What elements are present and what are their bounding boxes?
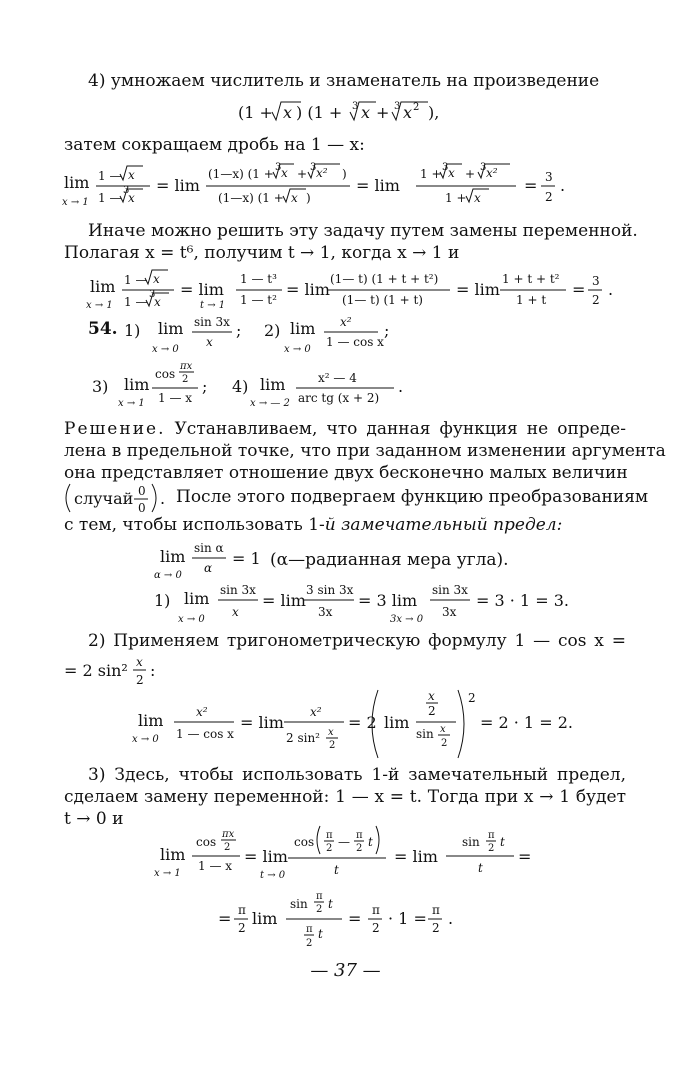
svg-text:0: 0 — [138, 501, 146, 515]
equation-solution-3b — [0, 886, 691, 956]
problem-number: 54. — [88, 319, 118, 339]
svg-text:sin: sin — [290, 897, 308, 911]
svg-text:1 — x: 1 — x — [198, 859, 233, 873]
svg-text:.: . — [608, 280, 614, 299]
svg-text:+: + — [376, 103, 390, 122]
svg-text:2: 2 — [306, 938, 313, 949]
svg-text:): ) — [342, 167, 347, 181]
svg-text:x²: x² — [310, 705, 322, 719]
text-line-2a: 2) Применяем тригонометрическую формулу 1 — cos x = — [88, 631, 626, 651]
svg-text:t: t — [478, 861, 483, 875]
svg-text:x → 0: x → 0 — [284, 344, 311, 355]
svg-text:sin 3x: sin 3x — [432, 583, 468, 597]
svg-text:x: x — [474, 191, 481, 205]
svg-text:2 sin²: 2 sin² — [286, 731, 320, 745]
svg-text:2: 2 — [488, 843, 495, 854]
svg-text:=: = — [218, 909, 232, 928]
solution-line-4-text: После этого подвергаем функцию преобразованиям — [176, 487, 649, 507]
svg-text:3: 3 — [442, 162, 449, 173]
svg-text:π: π — [238, 903, 246, 917]
svg-text:· 1 =: · 1 = — [388, 909, 427, 928]
svg-text:1 —: 1 — — [98, 191, 122, 205]
svg-text:x: x — [440, 724, 446, 735]
svg-text:=: = — [572, 280, 586, 299]
svg-text:lim: lim — [64, 173, 90, 192]
svg-text:x: x — [428, 689, 435, 703]
svg-text:x²: x² — [486, 166, 498, 180]
svg-text:x: x — [128, 191, 135, 205]
svg-text:x → 1: x → 1 — [62, 197, 89, 208]
svg-text:= lim: = lim — [180, 280, 224, 299]
svg-text:= lim: = lim — [244, 847, 288, 866]
svg-text:=: = — [348, 909, 362, 928]
svg-text:1 — x: 1 — x — [158, 391, 193, 405]
svg-text:π: π — [316, 891, 323, 902]
svg-text:lim: lim — [260, 375, 286, 394]
svg-text:(1—x) (1 +: (1—x) (1 + — [208, 167, 274, 181]
svg-text:= lim: = lim — [456, 280, 500, 299]
svg-text:cos: cos — [155, 367, 176, 381]
svg-text:x: x — [154, 295, 161, 309]
svg-text:1 + t + t²: 1 + t + t² — [502, 272, 560, 286]
svg-text:3: 3 — [310, 162, 317, 173]
solution-line-3: она представляет отношение двух бесконечно малых величин — [64, 463, 628, 483]
svg-text:= 2: = 2 — [348, 713, 377, 732]
svg-text:t: t — [500, 835, 505, 849]
svg-text:2: 2 — [428, 704, 436, 718]
svg-text:3: 3 — [149, 289, 156, 300]
svg-text:+: + — [297, 167, 308, 181]
svg-text:sin: sin — [462, 835, 480, 849]
svg-text:x → 0: x → 0 — [152, 344, 179, 355]
svg-text:sin 3x: sin 3x — [194, 315, 230, 329]
svg-text:lim: lim — [184, 589, 210, 608]
svg-text:lim: lim — [124, 375, 150, 394]
svg-text:;: ; — [384, 321, 390, 340]
svg-text:π: π — [488, 830, 495, 841]
svg-text:= 3 · 1 = 3.: = 3 · 1 = 3. — [476, 591, 569, 610]
svg-text:3): 3) — [92, 377, 109, 396]
svg-text:= lim: = lim — [356, 176, 400, 195]
svg-text:1 + t: 1 + t — [516, 293, 547, 307]
svg-text:lim: lim — [138, 711, 164, 730]
svg-text:=: = — [518, 847, 532, 866]
svg-text:x: x — [283, 103, 293, 122]
svg-text:(1—x) (1 +: (1—x) (1 + — [218, 191, 284, 205]
svg-text:t → 0: t → 0 — [260, 870, 286, 881]
svg-text:x²: x² — [340, 315, 352, 329]
svg-text:t → 1: t → 1 — [200, 300, 226, 311]
svg-text:lim: lim — [384, 713, 410, 732]
svg-text:): ) — [306, 191, 311, 205]
svg-text:1 — t³: 1 — t³ — [240, 272, 277, 286]
svg-text::: : — [150, 661, 156, 680]
svg-text:x: x — [361, 103, 371, 122]
svg-text:(1 +: (1 + — [238, 103, 273, 122]
equation-2sin — [0, 652, 691, 688]
svg-text:arc tg (x + 2): arc tg (x + 2) — [298, 391, 380, 405]
svg-text:x → 1: x → 1 — [154, 868, 181, 879]
svg-text:2: 2 — [182, 374, 189, 385]
svg-text:.: . — [160, 489, 166, 508]
svg-text:= 3 lim: = 3 lim — [358, 591, 418, 610]
svg-text:),: ), — [428, 103, 440, 122]
svg-text:1 —: 1 — — [124, 295, 148, 309]
svg-text:x → 1: x → 1 — [86, 300, 113, 311]
svg-text:π: π — [372, 903, 380, 917]
svg-text:2: 2 — [413, 102, 420, 113]
equation-problem-54-a — [0, 312, 691, 358]
svg-text:cos: cos — [294, 835, 315, 849]
svg-text:2: 2 — [441, 738, 448, 749]
svg-text:3x → 0: 3x → 0 — [390, 614, 424, 625]
svg-text:2: 2 — [372, 921, 380, 935]
radian-note: (α—радианная мера угла). — [270, 550, 509, 570]
case-label: случай — [74, 489, 134, 508]
svg-text:1 +: 1 + — [445, 191, 467, 205]
svg-text:α → 0: α → 0 — [154, 570, 182, 581]
svg-text:α: α — [204, 561, 213, 575]
svg-text:π: π — [306, 924, 313, 935]
svg-text:3: 3 — [275, 162, 282, 173]
solution-text-1: Устанавливаем, что данная функция не опреде- — [165, 419, 626, 439]
svg-text:x → 0: x → 0 — [178, 614, 205, 625]
svg-text:2: 2 — [329, 740, 336, 751]
svg-text:3: 3 — [480, 162, 487, 173]
svg-text:x: x — [281, 166, 288, 180]
svg-text:1): 1) — [154, 591, 171, 610]
svg-text:x²: x² — [196, 705, 208, 719]
svg-text:πx: πx — [180, 361, 193, 372]
svg-text:3x: 3x — [318, 605, 333, 619]
svg-text:(1— t) (1 + t): (1— t) (1 + t) — [342, 293, 423, 307]
svg-text:0: 0 — [138, 484, 146, 498]
text-line-alt1: Иначе можно решить эту задачу путем замены переменной. — [88, 221, 638, 241]
svg-text:;: ; — [202, 377, 208, 396]
svg-text:sin α: sin α — [194, 541, 224, 555]
svg-text:3: 3 — [592, 274, 600, 288]
text-line-3b: сделаем замену переменной: 1 — x = t. Тогда при x → 1 будет — [64, 787, 626, 807]
svg-text:t: t — [334, 863, 339, 877]
svg-text:= 2 sin²: = 2 sin² — [64, 661, 128, 680]
svg-text:π: π — [432, 903, 440, 917]
svg-text:+: + — [465, 167, 476, 181]
svg-text:1 —: 1 — — [124, 273, 148, 287]
svg-text:1 +: 1 + — [420, 167, 442, 181]
svg-text:= lim: = lim — [286, 280, 330, 299]
svg-text:2: 2 — [432, 921, 440, 935]
svg-text:x: x — [232, 605, 239, 619]
svg-text:x: x — [328, 727, 334, 738]
equation-product — [0, 96, 691, 130]
svg-text:= lim: = lim — [240, 713, 284, 732]
svg-text:) (1 +: ) (1 + — [296, 103, 343, 122]
equation-solution-2 — [0, 686, 691, 760]
svg-text:π: π — [326, 830, 333, 841]
svg-text:—: — — [338, 835, 350, 849]
svg-text:3x: 3x — [442, 605, 457, 619]
text-line-reduce: затем сокращаем дробь на 1 — x: — [64, 135, 365, 155]
equation-problem-54-b — [0, 358, 691, 412]
svg-text:cos: cos — [196, 835, 217, 849]
svg-text:3: 3 — [123, 185, 130, 196]
svg-text:1): 1) — [124, 321, 141, 340]
svg-text:= 1: = 1 — [232, 549, 261, 568]
svg-text:x → 1: x → 1 — [118, 398, 145, 409]
svg-text:lim: lim — [160, 547, 186, 566]
svg-text:(1— t) (1 + t + t²): (1— t) (1 + t + t²) — [330, 272, 439, 286]
svg-text:πx: πx — [222, 829, 235, 840]
svg-text:t: t — [368, 835, 373, 849]
svg-text:3: 3 — [394, 101, 401, 112]
solution-line-1 — [64, 420, 626, 440]
svg-text:.: . — [448, 909, 454, 928]
svg-text:3: 3 — [352, 101, 359, 112]
svg-text:2: 2 — [316, 904, 323, 915]
svg-text:2: 2 — [356, 843, 363, 854]
svg-text:= 2 · 1 = 2.: = 2 · 1 = 2. — [480, 713, 573, 732]
svg-text:lim: lim — [160, 845, 186, 864]
svg-text:2: 2 — [136, 673, 144, 687]
svg-text:π: π — [356, 830, 363, 841]
equation-solution-3a — [0, 820, 691, 892]
svg-text:x: x — [153, 272, 160, 286]
svg-text:3 sin 3x: 3 sin 3x — [306, 583, 354, 597]
svg-text:;: ; — [236, 321, 242, 340]
svg-text:sin 3x: sin 3x — [220, 583, 256, 597]
equation-limit-1 — [0, 160, 691, 216]
svg-text:2: 2 — [592, 293, 600, 307]
svg-text:x² — 4: x² — 4 — [318, 371, 357, 385]
svg-text:1 —: 1 — — [98, 169, 122, 183]
svg-text:= lim: = lim — [156, 176, 200, 195]
text-line-3c: t → 0 и — [64, 809, 124, 829]
svg-text:lim: lim — [290, 319, 316, 338]
svg-text:t: t — [318, 927, 323, 941]
svg-text:3: 3 — [545, 170, 553, 184]
svg-text:1 — t²: 1 — t² — [240, 293, 277, 307]
solution-text-5b: й замечательный предел: — [324, 515, 563, 535]
svg-text:x²: x² — [316, 166, 328, 180]
solution-line-5 — [64, 516, 562, 536]
svg-text:2): 2) — [264, 321, 281, 340]
svg-text:x: x — [291, 191, 298, 205]
svg-text:2: 2 — [545, 190, 553, 204]
svg-text:2: 2 — [468, 691, 476, 705]
svg-text:x → — 2: x → — 2 — [250, 398, 290, 409]
svg-text:2: 2 — [326, 843, 333, 854]
solution-label: Решение. — [64, 419, 166, 439]
svg-text:x: x — [128, 168, 135, 182]
svg-text:1 — cos x: 1 — cos x — [176, 727, 234, 741]
svg-text:x: x — [448, 166, 455, 180]
svg-text:lim: lim — [90, 277, 116, 296]
text-line-multiply: 4) умножаем числитель и знаменатель на произведение — [88, 71, 600, 91]
svg-text:x: x — [206, 335, 213, 349]
svg-text:lim: lim — [158, 319, 184, 338]
svg-text:= lim: = lim — [262, 591, 306, 610]
svg-text:=: = — [524, 176, 538, 195]
svg-text:.: . — [398, 377, 404, 396]
solution-text-5a: с тем, чтобы использовать 1- — [64, 515, 325, 535]
svg-text:sin: sin — [416, 727, 434, 741]
svg-text:x → 0: x → 0 — [132, 734, 159, 745]
svg-text:2: 2 — [238, 921, 246, 935]
text-line-3a: 3) Здесь, чтобы использовать 1-й замечательный предел, — [88, 765, 626, 785]
svg-text:lim: lim — [252, 909, 278, 928]
svg-text:t: t — [328, 897, 333, 911]
svg-text:= lim: = lim — [394, 847, 438, 866]
svg-text:.: . — [560, 176, 566, 195]
page-number: — 37 — — [310, 960, 381, 981]
solution-line-2: лена в предельной точке, что при заданном изменении аргумента — [64, 441, 666, 461]
svg-text:x: x — [136, 655, 143, 669]
svg-text:4): 4) — [232, 377, 249, 396]
svg-text:2: 2 — [224, 842, 231, 853]
svg-text:1 — cos x: 1 — cos x — [326, 335, 384, 349]
text-line-alt2: Полагая x = t⁶, получим t → 1, когда x → 1 и — [64, 243, 460, 263]
equation-solution-1 — [0, 580, 691, 628]
svg-text:x: x — [403, 103, 413, 122]
equation-limit-2 — [0, 266, 691, 318]
